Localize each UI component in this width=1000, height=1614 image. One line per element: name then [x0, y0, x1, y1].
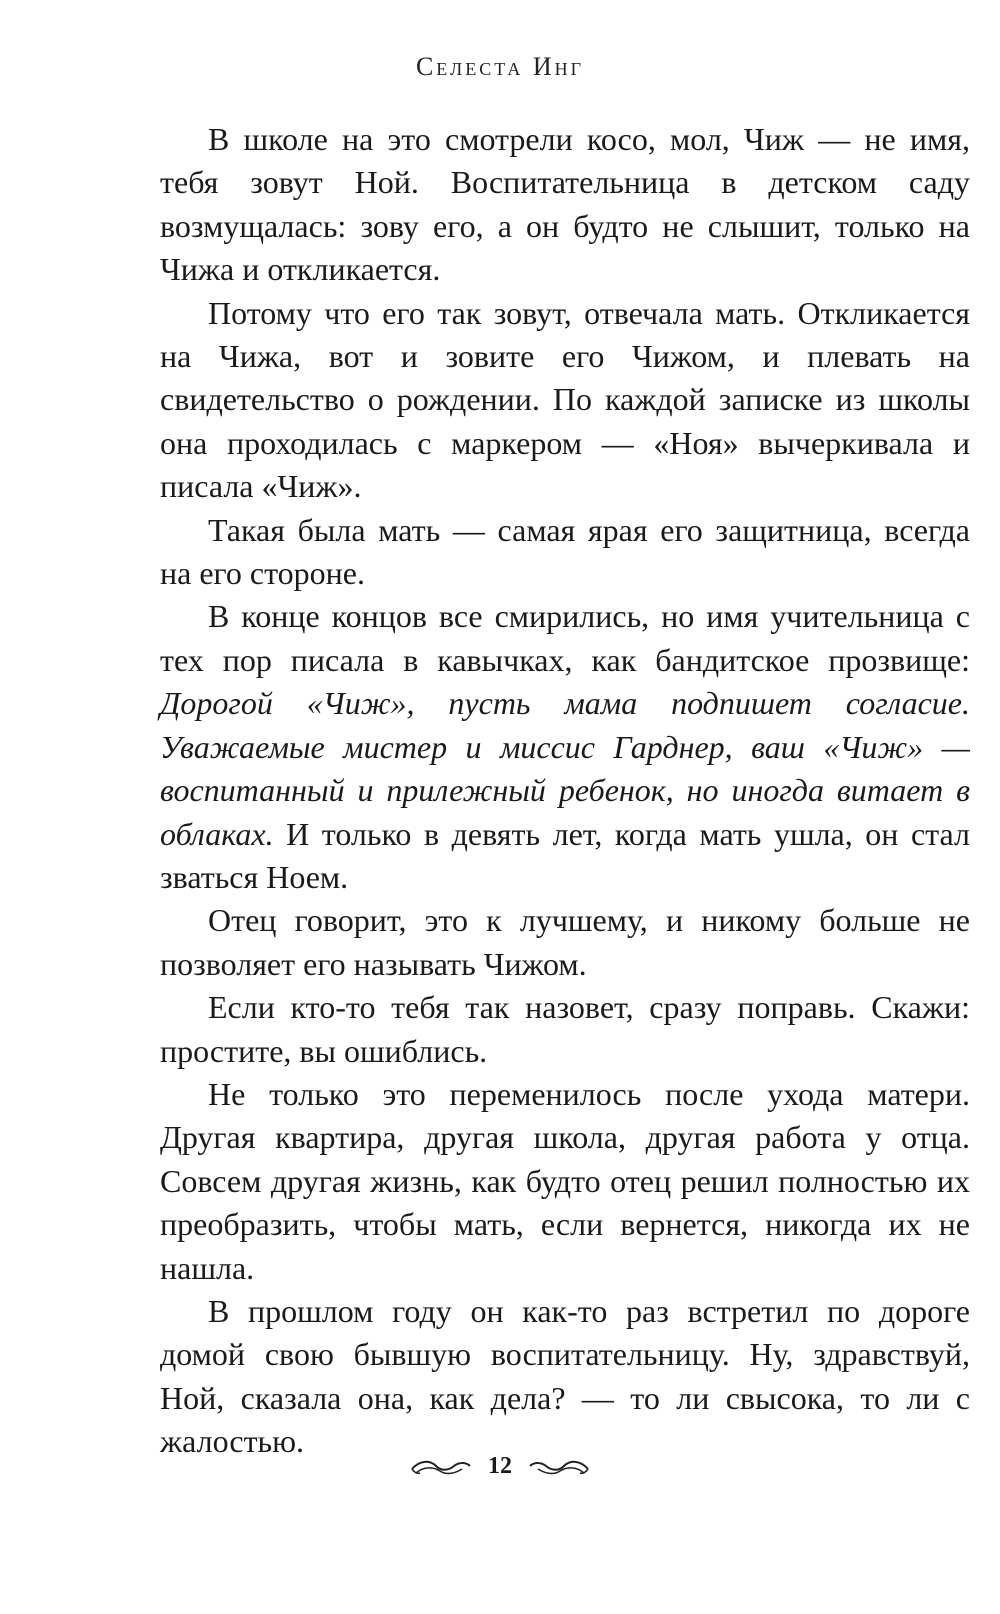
- swash-ornament-left-icon: [408, 1456, 474, 1478]
- paragraph: [160, 1290, 970, 1464]
- text-span: В школе на это смотрели косо, мол, Чиж — не имя, тебя зовут Ной. Воспитательница в детском саду возмущалась: зову его, а он будто не слышит, только на Чижа и откликается.: [160, 121, 970, 288]
- body-text: [160, 118, 970, 1464]
- text-span: Потому что его так зовут, отвечала мать. Откликается на Чижа, вот и зовите его Чижом, и плевать на свидетельство о рождении. По каждой записке из школы она проходилась с маркером — «Ноя» вычеркивала и писала «Чиж».: [160, 294, 970, 505]
- paragraph: [160, 292, 970, 509]
- text-span: Отец говорит, это к лучшему, и никому больше не позволяет его называть Чижом.: [160, 902, 970, 982]
- swash-ornament-right-icon: [526, 1456, 592, 1478]
- text-span: И только в девять лет, когда мать ушла, он стал зваться Ноем.: [160, 815, 970, 895]
- running-head: Селеста Инг: [415, 52, 585, 81]
- page-number: 12: [488, 1453, 512, 1479]
- paragraph: [160, 986, 970, 1073]
- paragraph: [160, 1073, 970, 1290]
- text-span: В конце концов все смирились, но имя учительница с тех пор писала в кавычках, как бандитское прозвище:: [160, 598, 970, 678]
- text-span: В прошлом году он как-то раз встретил по дороге домой свою бывшую воспитательницу. Ну, здравствуй, Ной, сказала она, как дела? — то ли свысока, то ли с жалостью.: [160, 1292, 970, 1460]
- text-span: Такая была мать — самая ярая его защитница, всегда на его стороне.: [160, 511, 970, 592]
- paragraph: [160, 595, 970, 899]
- italic-text-span: Дорогой «Чиж», пусть мама подпишет согласие. Уважаемые мистер и миссис Гарднер, ваш «Чиж» — воспитанный и прилежный ребенок, но иногда витает в облаках.: [160, 685, 970, 852]
- text-span: Если кто-то тебя так назовет, сразу поправь. Скажи: простите, вы ошиблись.: [160, 989, 970, 1069]
- paragraph: [160, 509, 970, 596]
- page-footer: [0, 1453, 1000, 1480]
- paragraph: [160, 899, 970, 986]
- text-span: Не только это переменилось после ухода матери. Другая квартира, другая школа, другая работа у отца. Совсем другая жизнь, как будто отец решил полностью их преобразить, чтобы мать, если вернется, никогда их не нашла.: [160, 1075, 970, 1286]
- paragraph: [160, 118, 970, 292]
